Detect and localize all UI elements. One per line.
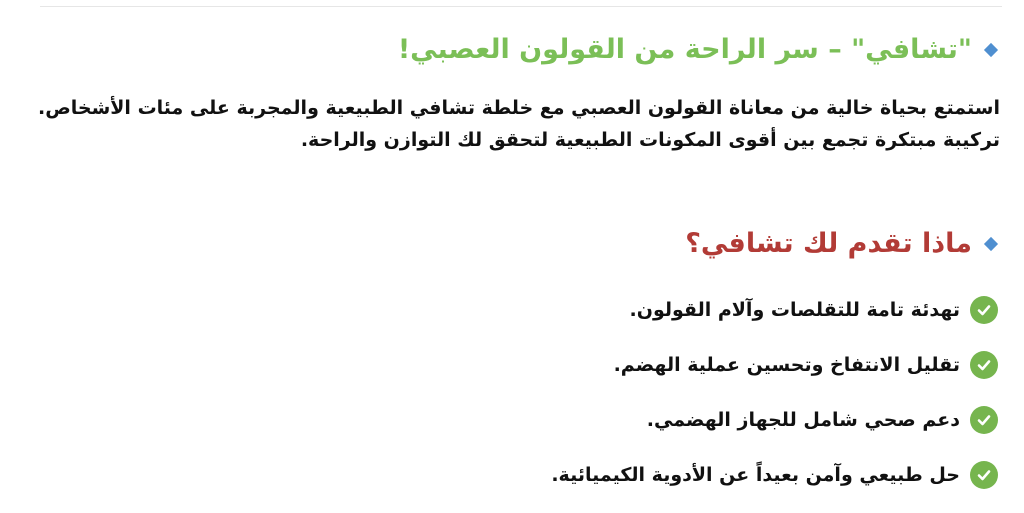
list-item	[551, 282, 998, 337]
section-one-title: "تشافي" – سر الراحة من القولون العصبي!	[397, 34, 972, 65]
benefit-text: حل طبيعي وآمن بعيداً عن الأدوية الكيميائية.	[551, 463, 960, 486]
diamond-icon	[984, 42, 998, 56]
check-circle-icon	[970, 461, 998, 489]
benefit-text: تهدئة تامة للتقلصات وآلام القولون.	[629, 298, 960, 321]
benefit-text: تقليل الانتفاخ وتحسين عملية الهضم.	[613, 353, 960, 376]
list-item	[551, 392, 998, 447]
section-one-description: استمتع بحياة خالية من معاناة القولون العصبي مع خلطة تشافي الطبيعية والمجربة على مئات الأشخاص. تركيبة مبتكرة تجمع بين أقوى المكونات الطبيعية لتحقق لك التوازن والراحة.	[38, 97, 1000, 151]
benefit-text: دعم صحي شامل للجهاز الهضمي.	[646, 408, 960, 431]
list-item	[551, 337, 998, 392]
section-one-heading	[398, 34, 996, 65]
diamond-icon	[984, 236, 998, 250]
check-circle-icon	[970, 296, 998, 324]
list-item	[551, 447, 998, 502]
check-circle-icon	[970, 351, 998, 379]
benefits-list	[551, 282, 998, 502]
check-circle-icon	[970, 406, 998, 434]
section-two-heading	[685, 228, 996, 259]
section-two-title: ماذا تقدم لك تشافي؟	[685, 228, 972, 259]
